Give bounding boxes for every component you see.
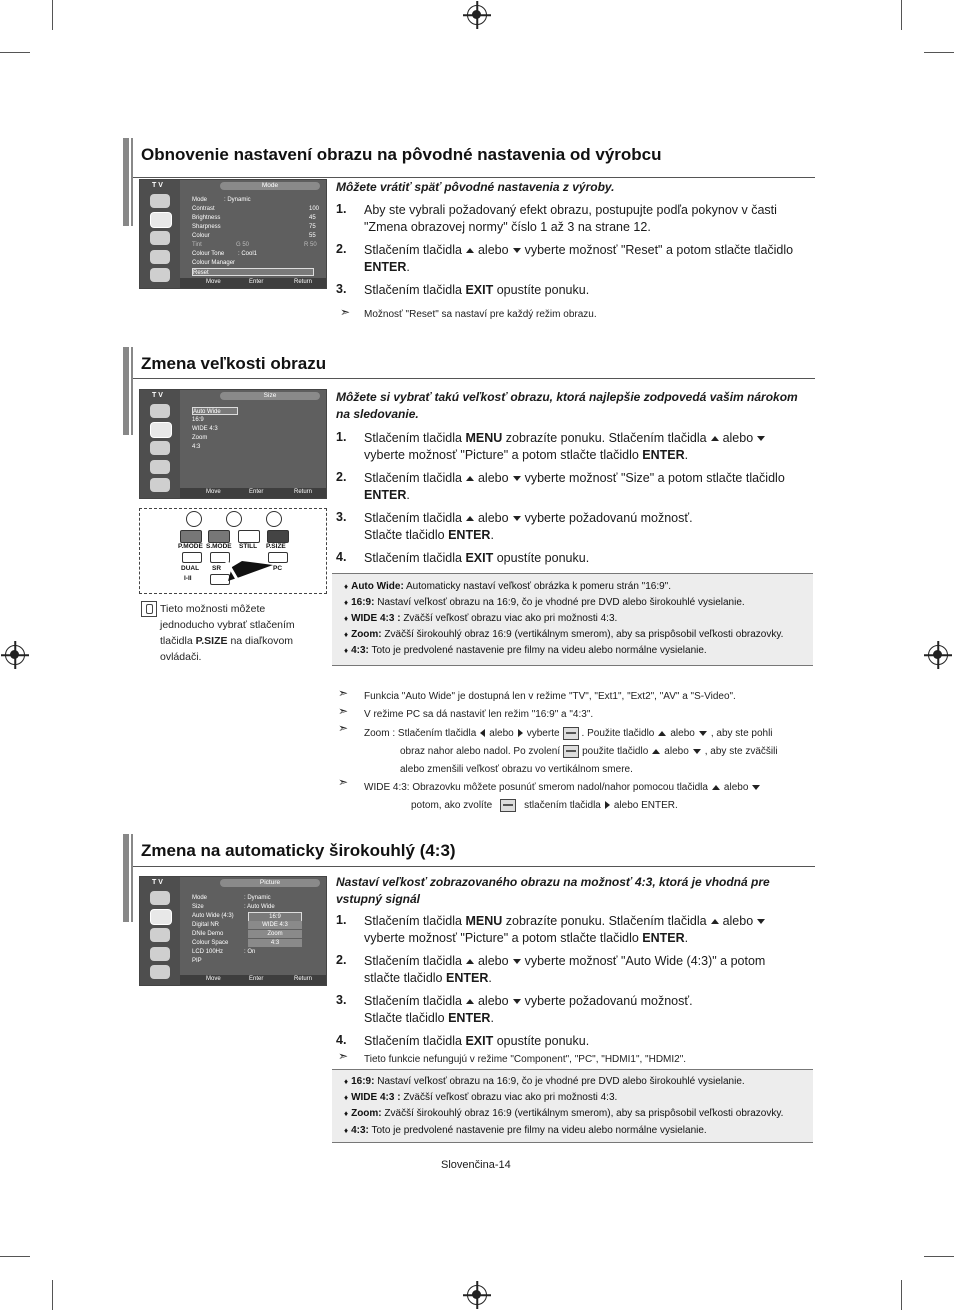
remote-button-icon bbox=[208, 530, 230, 543]
note-arrow-icon: ➣ bbox=[338, 721, 349, 735]
note-arrow-icon: ➣ bbox=[338, 1049, 349, 1063]
down-arrow-icon bbox=[513, 476, 521, 481]
up-arrow-icon bbox=[658, 731, 666, 736]
step-number: 1. bbox=[336, 913, 347, 927]
note-arrow-icon: ➣ bbox=[338, 775, 349, 789]
setup-icon bbox=[150, 478, 170, 492]
remote-label: P.SIZE bbox=[266, 543, 286, 550]
up-arrow-icon bbox=[711, 919, 719, 924]
osd-footer: Move Enter Return bbox=[180, 975, 326, 985]
remote-button-icon bbox=[186, 511, 202, 527]
option-item: ♦ Auto Wide: Automaticky nastaví veľkosť obrázka k pomeru strán "16:9". bbox=[344, 581, 672, 592]
section-bar bbox=[123, 834, 133, 922]
note-text: Funkcia "Auto Wide" je dostupná len v režime "TV", "Ext1", "Ext2", "AV" a "S-Video". bbox=[364, 691, 736, 702]
osd-row-selected: Auto Wide bbox=[192, 407, 238, 415]
remote-button-icon bbox=[267, 530, 289, 543]
up-arrow-icon bbox=[466, 959, 474, 964]
remote-label: PC bbox=[273, 565, 283, 572]
right-arrow-icon bbox=[518, 729, 523, 737]
step-number: 3. bbox=[336, 282, 347, 296]
step-text: Stlačením tlačidla EXIT opustíte ponuku. bbox=[364, 1034, 590, 1048]
zoom-position-icon bbox=[563, 727, 579, 740]
picture-menu-icon bbox=[150, 909, 172, 925]
note-arrow-icon: ➣ bbox=[338, 704, 349, 718]
remote-label: DUAL bbox=[181, 565, 200, 572]
remote-button-icon bbox=[182, 552, 202, 563]
osd-row: Colour 55 bbox=[192, 233, 316, 239]
step-text: Stlačením tlačidla EXIT opustíte ponuku. bbox=[364, 283, 590, 297]
remote-label: P.MODE bbox=[178, 543, 203, 550]
picture-icon bbox=[150, 404, 170, 418]
section-lead: Nastaví veľkosť zobrazovaného obrazu na možnosť 4:3, ktorá je vhodná pre vstupný signál bbox=[336, 875, 770, 906]
note-text: Zoom : Stlačením tlačidla alebo vyberte . Použite tlačidlo alebo , aby ste pohli obraz nahor alebo nadol. Po zvolení použite tlačidlo alebo , aby ste zväčšili alebo zmenšili veľkosť obrazu vo vertikálnom smere. bbox=[364, 728, 778, 775]
registration-mark-icon bbox=[5, 645, 25, 665]
page-number: Slovenčina-14 bbox=[441, 1159, 511, 1171]
setup-icon bbox=[150, 965, 170, 979]
up-arrow-icon bbox=[652, 749, 660, 754]
step-text: Stlačením tlačidla alebo vyberte možnosť "Size" a potom stlačte tlačidlo ENTER. bbox=[364, 471, 785, 502]
step-number: 2. bbox=[336, 953, 347, 967]
step-text: Stlačením tlačidla EXIT opustíte ponuku. bbox=[364, 551, 590, 565]
option-item: ♦ Zoom: Zväčší širokouhlý obraz 16:9 (vertikálnym smerom), aby sa prispôsobil veľkosti obrazovky. bbox=[344, 629, 784, 640]
section-bar bbox=[123, 138, 133, 226]
up-arrow-icon bbox=[711, 436, 719, 441]
osd-row: 16:9 bbox=[192, 417, 204, 423]
osd-tv-label: T V bbox=[152, 392, 163, 399]
up-arrow-icon bbox=[466, 248, 474, 253]
section-rule bbox=[133, 378, 815, 379]
step-number: 2. bbox=[336, 470, 347, 484]
sound-icon bbox=[150, 441, 170, 455]
step-number: 1. bbox=[336, 202, 347, 216]
osd-footer: Move Enter Return bbox=[180, 488, 326, 498]
step-text: Stlačením tlačidla alebo vyberte možnosť "Reset" a potom stlačte tlačidlo ENTER. bbox=[364, 243, 794, 274]
crop-mark bbox=[52, 0, 53, 30]
note-text: V režime PC sa dá nastaviť len režim "16:9" a "4:3". bbox=[364, 709, 594, 720]
step-text: Stlačením tlačidla alebo vyberte požadovanú možnosť. Stlačte tlačidlo ENTER. bbox=[364, 994, 693, 1025]
option-item: ♦ Zoom: Zväčší širokouhlý obraz 16:9 (vertikálnym smerom), aby sa prispôsobil veľkosti obrazovky. bbox=[344, 1108, 784, 1119]
remote-button-icon bbox=[266, 511, 282, 527]
registration-mark-icon bbox=[928, 645, 948, 665]
remote-label: I-II bbox=[184, 575, 192, 582]
osd-row: Size : Auto Wide bbox=[192, 904, 275, 910]
section-title: Zmena na automaticky širokouhlý (4:3) bbox=[141, 841, 456, 860]
crop-mark bbox=[52, 1280, 53, 1310]
step-number: 3. bbox=[336, 993, 347, 1007]
osd-tv-label: T V bbox=[152, 182, 163, 189]
step-number: 1. bbox=[336, 430, 347, 444]
section-title: Zmena veľkosti obrazu bbox=[141, 354, 327, 373]
note-arrow-icon: ➣ bbox=[340, 305, 351, 319]
osd-header: Mode bbox=[220, 182, 320, 190]
osd-row: Colour Space 4:3 bbox=[192, 939, 228, 947]
tv-picture-menu-screenshot bbox=[139, 876, 327, 986]
remote-button-icon bbox=[226, 511, 242, 527]
pointing-hand-icon bbox=[218, 547, 278, 583]
channel-icon bbox=[150, 250, 170, 264]
left-arrow-icon bbox=[480, 729, 485, 737]
osd-header: Picture bbox=[220, 879, 320, 887]
crop-mark bbox=[924, 52, 954, 53]
section-title: Obnovenie nastavení obrazu na pôvodné nastavenia od výrobcu bbox=[141, 145, 662, 164]
option-item: ♦ 16:9: Nastaví veľkosť obrazu na 16:9, čo je vhodné pre DVD alebo širokouhlé vysielanie. bbox=[344, 1076, 745, 1087]
remote-hint-icon bbox=[141, 601, 157, 617]
down-arrow-icon bbox=[699, 731, 707, 736]
option-item: ♦ 4:3: Toto je predvolené nastavenie pre filmy na videu alebo normálne vysielanie. bbox=[344, 645, 707, 656]
osd-row: Sharpness 75 bbox=[192, 224, 316, 230]
setup-icon bbox=[150, 268, 170, 282]
down-arrow-icon bbox=[513, 959, 521, 964]
tv-size-menu-screenshot bbox=[139, 389, 327, 499]
osd-row: Tint G 50 R 50 bbox=[192, 242, 317, 248]
down-arrow-icon bbox=[513, 516, 521, 521]
right-arrow-icon bbox=[605, 801, 610, 809]
step-number: 4. bbox=[336, 550, 347, 564]
down-arrow-icon bbox=[757, 436, 765, 441]
remote-button-icon bbox=[180, 530, 202, 543]
step-number: 4. bbox=[336, 1033, 347, 1047]
section-rule bbox=[133, 177, 815, 178]
remote-label: S.MODE bbox=[206, 543, 232, 550]
osd-row: Digital NR WIDE 4:3 bbox=[192, 921, 219, 929]
step-text: Aby ste vybrali požadovaný efekt obrazu, postupujte podľa pokynov v časti "Zmena obrazovej normy" číslo 1 až 3 na strane 12. bbox=[364, 203, 777, 234]
osd-row: Mode : Dynamic bbox=[192, 197, 251, 203]
section-lead: Môžete si vybrať takú veľkosť obrazu, ktorá najlepšie zodpovedá vašim nárokom na sledovanie. bbox=[336, 390, 798, 421]
crop-mark bbox=[924, 1256, 954, 1257]
down-arrow-icon bbox=[513, 999, 521, 1004]
up-arrow-icon bbox=[466, 516, 474, 521]
osd-row: PIP bbox=[192, 958, 202, 964]
remote-button-icon bbox=[238, 530, 260, 543]
wide-position-icon bbox=[500, 799, 516, 812]
down-arrow-icon bbox=[757, 919, 765, 924]
osd-tv-label: T V bbox=[152, 879, 163, 886]
osd-row: DNIe Demo Zoom bbox=[192, 930, 223, 938]
crop-mark bbox=[901, 1280, 902, 1310]
down-arrow-icon bbox=[752, 785, 760, 790]
step-text: Stlačením tlačidla MENU zobrazíte ponuku. Stlačením tlačidla alebo vyberte možnosť "Picture" a potom stlačte tlačidlo ENTER. bbox=[364, 430, 814, 464]
picture-icon bbox=[150, 891, 170, 905]
section-rule bbox=[133, 866, 815, 867]
osd-row: LCD 100Hz : On bbox=[192, 949, 256, 955]
sound-icon bbox=[150, 928, 170, 942]
note-text: Tieto funkcie nefungujú v režime "Component", "PC", "HDMI1", "HDMI2". bbox=[364, 1054, 687, 1065]
osd-row: Colour Tone : Cool1 bbox=[192, 251, 258, 257]
option-item: ♦ 16:9: Nastaví veľkosť obrazu na 16:9, čo je vhodné pre DVD alebo širokouhlé vysielanie. bbox=[344, 597, 745, 608]
note-text: Možnosť "Reset" sa nastaví pre každý režim obrazu. bbox=[364, 309, 597, 320]
remote-tip: Tieto možnosti môžete jednoducho vybrať stlačením tlačidla P.SIZE na diaľkovom ovládači. bbox=[160, 603, 295, 663]
osd-row: Contrast 100 bbox=[192, 206, 320, 212]
sound-icon bbox=[150, 231, 170, 245]
crop-mark bbox=[0, 52, 30, 53]
crop-mark bbox=[901, 0, 902, 30]
zoom-size-icon bbox=[563, 745, 579, 758]
osd-footer: Move Enter Return bbox=[180, 278, 326, 288]
tv-menu-screenshot bbox=[139, 179, 327, 289]
channel-icon bbox=[150, 947, 170, 961]
picture-menu-icon bbox=[150, 212, 172, 228]
down-arrow-icon bbox=[513, 248, 521, 253]
step-number: 2. bbox=[336, 242, 347, 256]
osd-row: 4:3 bbox=[192, 444, 201, 450]
note-arrow-icon: ➣ bbox=[338, 686, 349, 700]
channel-icon bbox=[150, 460, 170, 474]
option-item: ♦ WIDE 4:3 : Zväčší veľkosť obrazu viac ako pri možnosti 4:3. bbox=[344, 613, 618, 624]
up-arrow-icon bbox=[466, 476, 474, 481]
step-number: 3. bbox=[336, 510, 347, 524]
options-box bbox=[332, 573, 813, 666]
note-text: WIDE 4:3: Obrazovku môžete posunúť smerom nadol/nahor pomocou tlačidla alebo potom, ako zvolíte stlačením tlačidla alebo ENTER. bbox=[364, 779, 764, 815]
remote-control-illustration bbox=[139, 508, 327, 594]
remote-label: SR bbox=[212, 565, 222, 572]
step-text: Stlačením tlačidla MENU zobrazíte ponuku. Stlačením tlačidla alebo vyberte možnosť "Picture" a potom stlačte tlačidlo ENTER. bbox=[364, 913, 814, 947]
section-lead: Môžete vrátiť späť pôvodné nastavenia z výroby. bbox=[336, 180, 615, 194]
crop-mark bbox=[0, 1256, 30, 1257]
section-bar bbox=[123, 347, 133, 435]
osd-row: Mode : Dynamic bbox=[192, 895, 271, 901]
osd-header: Size bbox=[220, 392, 320, 400]
remote-label: STILL bbox=[239, 543, 258, 550]
osd-row: Brightness 45 bbox=[192, 215, 316, 221]
step-text: Stlačením tlačidla alebo vyberte možnosť "Auto Wide (4:3)" a potom stlačte tlačidlo ENTER. bbox=[364, 954, 766, 985]
osd-row: Auto Wide (4:3) 16:9 bbox=[192, 912, 234, 920]
up-arrow-icon bbox=[466, 999, 474, 1004]
down-arrow-icon bbox=[693, 749, 701, 754]
picture-menu-icon bbox=[150, 422, 172, 438]
step-text: Stlačením tlačidla alebo vyberte požadovanú možnosť. Stlačte tlačidlo ENTER. bbox=[364, 511, 693, 542]
registration-mark-icon bbox=[467, 5, 487, 25]
osd-row-selected: Reset bbox=[192, 268, 314, 276]
registration-mark-icon bbox=[467, 1285, 487, 1305]
options-box bbox=[332, 1069, 813, 1143]
option-item: ♦ WIDE 4:3 : Zväčší veľkosť obrazu viac ako pri možnosti 4:3. bbox=[344, 1092, 618, 1103]
osd-row: WIDE 4:3 bbox=[192, 426, 218, 432]
picture-icon bbox=[150, 194, 170, 208]
osd-row: Zoom bbox=[192, 435, 208, 441]
up-arrow-icon bbox=[712, 785, 720, 790]
option-item: ♦ 4:3: Toto je predvolené nastavenie pre filmy na videu alebo normálne vysielanie. bbox=[344, 1125, 707, 1136]
osd-row: Colour Manager bbox=[192, 260, 236, 266]
